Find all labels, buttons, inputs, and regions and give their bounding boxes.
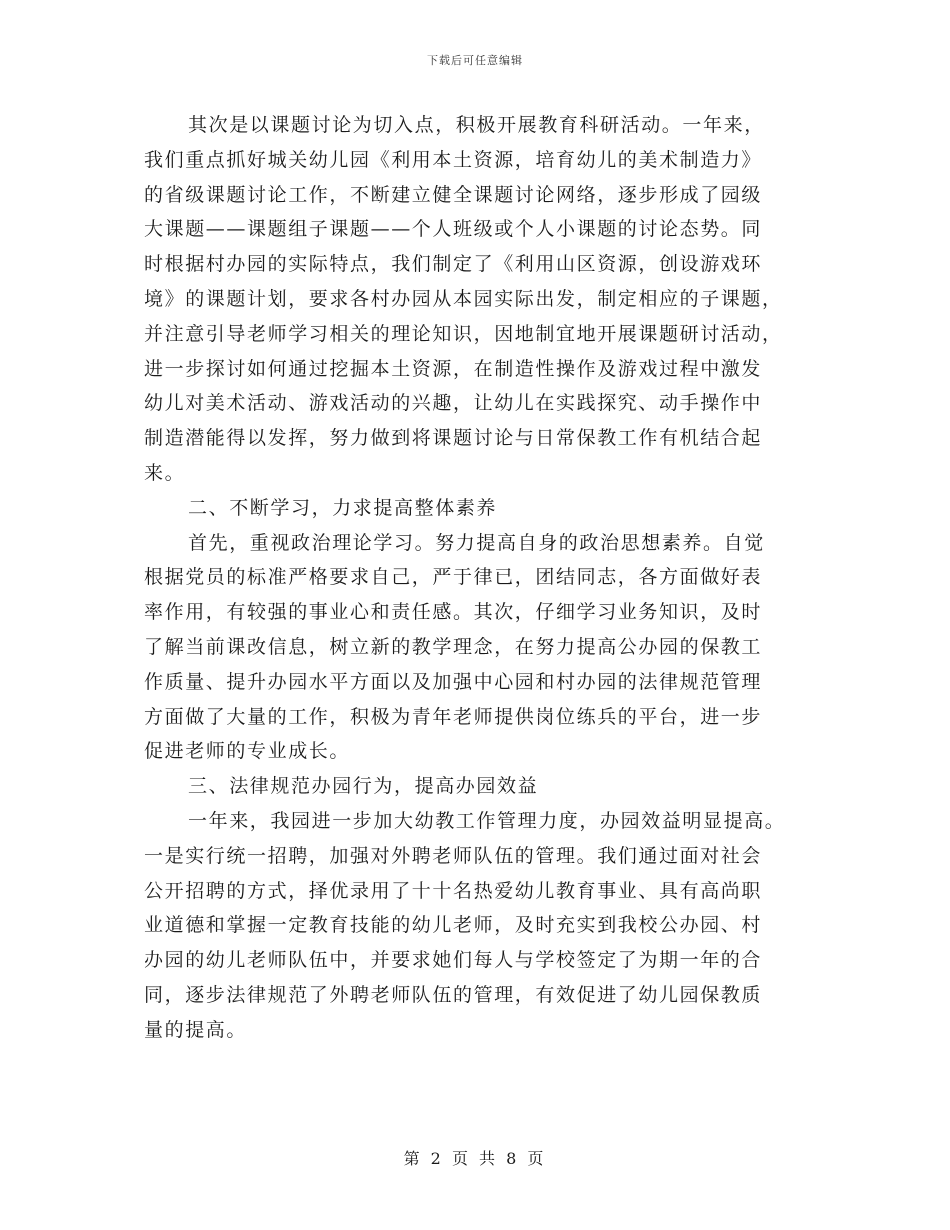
body-line: 业道德和掌握一定教育技能的幼儿老师，及时充实到我校公办园、村 [144, 914, 763, 937]
body-line: 根据党员的标准严格要求自己，严于律已，团结同志，各方面做好表 [144, 566, 763, 589]
body-line: 一年来，我园进一步加大幼教工作管理力度，办园效益明显提高。 [188, 809, 786, 832]
body-line: 一是实行统一招聘，加强对外聘老师队伍的管理。我们通过面对社会 [144, 844, 763, 867]
body-line: 并注意引导老师学习相关的理论知识，因地制宜地开展课题研讨活动， [144, 322, 783, 345]
body-line: 首先，重视政治理论学习。努力提高自身的政治思想素养。自觉 [188, 531, 765, 554]
body-line: 境》的课题计划，要求各村办园从本园实际出发，制定相应的子课题， [144, 287, 783, 310]
body-line: 的省级课题讨论工作，不断建立健全课题讨论网络，逐步形成了园级 [144, 183, 763, 206]
body-line: 了解当前课改信息，树立新的教学理念，在努力提高公办园的保教工 [144, 635, 763, 658]
body-line: 量的提高。 [144, 1018, 248, 1041]
body-line: 其次是以课题讨论为切入点，积极开展教育科研活动。一年来， [188, 114, 765, 136]
body-line: 方面做了大量的工作，积极为青年老师提供岗位练兵的平台，进一步 [144, 705, 763, 728]
body-line: 我们重点抓好城关幼儿园《利用本土资源，培育幼儿的美术制造力》 [144, 148, 763, 171]
body-line: 率作用，有较强的事业心和责任感。其次，仔细学习业务知识，及时 [144, 601, 763, 624]
page-header-note: 下载后可任意编辑 [427, 54, 523, 67]
body-line: 作质量、提升办园水平方面以及加强中心园和村办园的法律规范管理 [144, 670, 763, 693]
body-line: 促进老师的专业成长。 [144, 740, 351, 763]
body-line: 幼儿对美术活动、游戏活动的兴趣，让幼儿在实践探究、动手操作中 [144, 392, 763, 415]
section-heading: 三、法律规范办园行为，提高办园效益 [188, 775, 539, 798]
document-body [144, 108, 809, 1048]
body-line: 公开招聘的方式，择优录用了十十名热爱幼儿教育事业、具有高尚职 [144, 879, 763, 902]
body-line: 时根据村办园的实际特点，我们制定了《利用山区资源，创设游戏环 [144, 253, 763, 276]
body-line: 同，逐步法律规范了外聘老师队伍的管理，有效促进了幼儿园保教质 [144, 983, 763, 1006]
body-line: 大课题——课题组子课题——个人班级或个人小课题的讨论态势。同 [144, 218, 763, 241]
body-line: 来。 [144, 461, 186, 484]
body-line: 制造潜能得以发挥，努力做到将课题讨论与日常保教工作有机结合起 [144, 427, 763, 450]
page-number: 第 2 页 共 8 页 [403, 1149, 547, 1168]
body-line: 办园的幼儿老师队伍中，并要求她们每人与学校签定了为期一年的合 [144, 949, 763, 972]
section-heading: 二、不断学习，力求提高整体素养 [188, 496, 498, 519]
body-line: 进一步探讨如何通过挖掘本土资源，在制造性操作及游戏过程中激发 [144, 357, 763, 380]
